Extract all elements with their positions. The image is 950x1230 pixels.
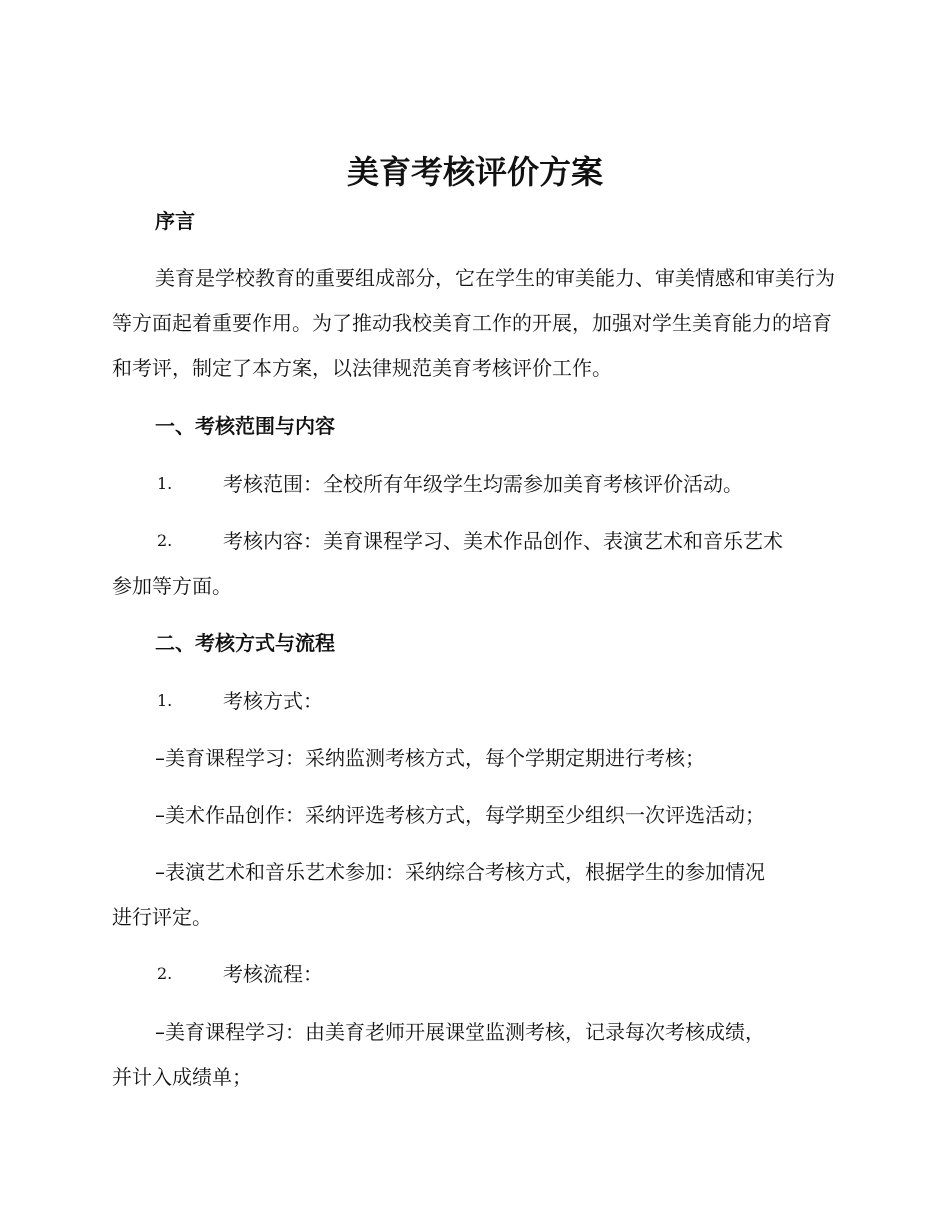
process-line-course: –美育课程学习：由美育老师开展课堂监测考核，记录每次考核成绩， xyxy=(155,1020,765,1044)
preface-paragraph: 美育是学校教育的重要组成部分，它在学生的审美能力、审美情感和审美行为等方面起着重要作用。为了推动我校美育工作的开展，加强对学生美育能力的培育和考评，制定了本方案，以法律规范美育考核评价工作。 xyxy=(112,266,835,380)
section2-heading: 二、考核方式与流程 xyxy=(155,631,335,655)
section2-item2-number: 2. xyxy=(157,964,173,983)
section2-item1-number: 1. xyxy=(157,691,173,710)
method-line-artwork: –美术作品创作：采纳评选考核方式，每学期至少组织一次评选活动； xyxy=(155,803,765,827)
section1-item2-number: 2. xyxy=(157,531,173,550)
method-line-performance-continuation: 进行评定。 xyxy=(112,905,212,929)
section1-item2-continuation: 参加等方面。 xyxy=(112,574,232,598)
document-title: 美育考核评价方案 xyxy=(346,153,603,191)
section1-item2-text: 考核内容：美育课程学习、美术作品创作、表演艺术和音乐艺术 xyxy=(223,529,783,553)
section1-heading: 一、考核范围与内容 xyxy=(155,414,335,438)
method-line-course: –美育课程学习：采纳监测考核方式，每个学期定期进行考核； xyxy=(155,746,705,770)
method-line-performance: –表演艺术和音乐艺术参加：采纳综合考核方式，根据学生的参加情况 xyxy=(155,860,765,884)
section1-item1-number: 1. xyxy=(157,474,173,493)
section2-item1-text: 考核方式： xyxy=(223,689,323,713)
section2-item2-text: 考核流程： xyxy=(223,962,323,986)
section1-item1-text: 考核范围：全校所有年级学生均需参加美育考核评价活动。 xyxy=(223,472,743,496)
preface-heading: 序言 xyxy=(155,209,195,233)
process-line-course-continuation: 并计入成绩单； xyxy=(112,1065,252,1089)
